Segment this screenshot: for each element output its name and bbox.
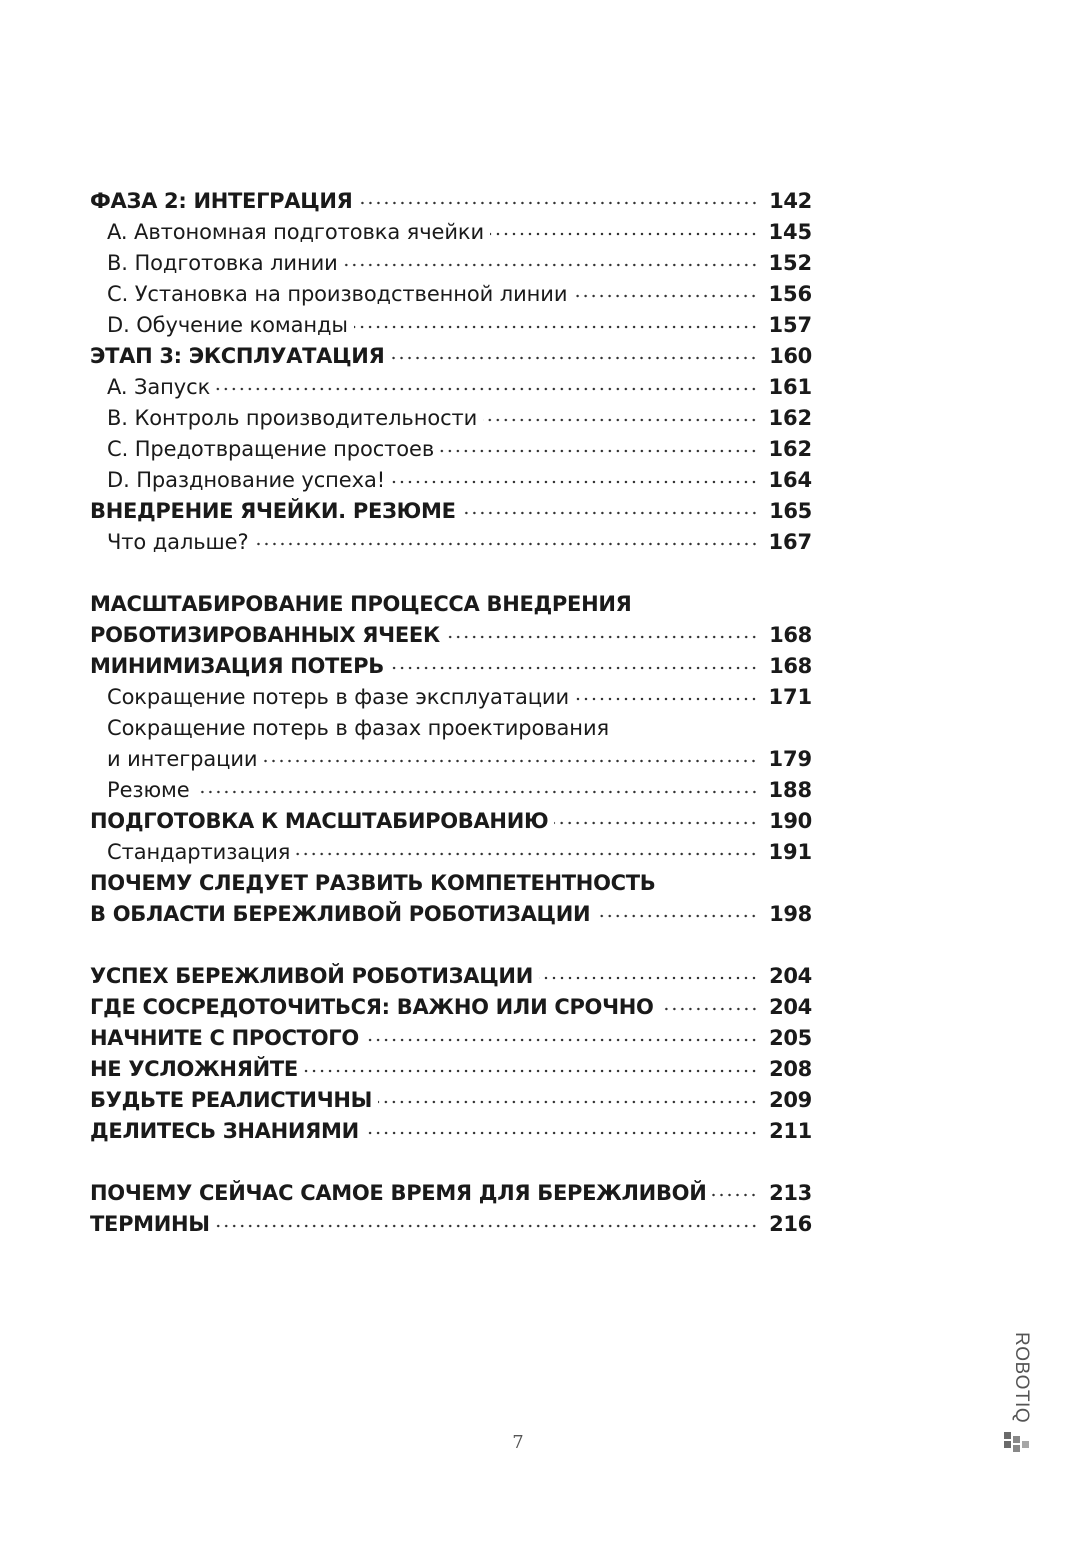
toc-entry-title: РОБОТИЗИРОВАННЫХ ЯЧЕЕК xyxy=(90,623,440,647)
toc-dot-leader xyxy=(596,910,758,922)
toc-page-number: 209 xyxy=(769,1088,812,1112)
toc-page-number: 162 xyxy=(768,437,812,461)
toc-dot-leader xyxy=(216,1220,758,1232)
toc-entry-title: ТЕРМИНЫ xyxy=(90,1212,210,1236)
toc-entry[interactable] xyxy=(90,589,812,620)
toc-page-number: 164 xyxy=(768,468,812,492)
toc-entry-title: ПОЧЕМУ СЕЙЧАС САМОЕ ВРЕМЯ ДЛЯ БЕРЕЖЛИВОЙ xyxy=(90,1181,707,1205)
toc-page-number: 211 xyxy=(769,1119,812,1143)
toc-dot-leader xyxy=(344,259,758,271)
toc-entry[interactable] xyxy=(90,186,812,217)
toc-dot-leader xyxy=(490,228,758,240)
toc-dot-leader xyxy=(255,538,758,550)
toc-entry[interactable] xyxy=(90,1178,812,1209)
toc-page-number: 156 xyxy=(768,282,812,306)
toc-entry[interactable] xyxy=(90,744,812,775)
toc-entry[interactable] xyxy=(90,620,812,651)
toc-dot-leader xyxy=(365,1034,758,1046)
toc-entry[interactable] xyxy=(90,434,812,465)
toc-entry-title: НЕ УСЛОЖНЯЙТЕ xyxy=(90,1057,298,1081)
toc-entry-title: Сокращение потерь в фазах проектирования xyxy=(107,716,610,740)
toc-entry[interactable] xyxy=(90,465,812,496)
page-number: 7 xyxy=(512,1432,524,1453)
toc-entry[interactable] xyxy=(90,1054,812,1085)
toc-entry[interactable] xyxy=(90,992,812,1023)
toc-entry-title: ДЕЛИТЕСЬ ЗНАНИЯМИ xyxy=(90,1119,359,1143)
toc-entry-title: B. Подготовка линии xyxy=(107,251,338,275)
toc-entry-title: C. Установка на производственной линии xyxy=(107,282,568,306)
toc-dot-leader xyxy=(391,476,758,488)
toc-dot-leader xyxy=(304,1065,758,1077)
toc-page-number: 168 xyxy=(769,654,812,678)
toc-entry-title: Резюме xyxy=(107,778,190,802)
toc-dot-leader xyxy=(390,352,758,364)
toc-dot-leader xyxy=(573,290,758,302)
brand-name: ROBOTIQ xyxy=(1011,1332,1032,1424)
toc-dot-leader xyxy=(483,414,758,426)
toc-entry-title: Что дальше? xyxy=(107,530,249,554)
toc-dot-leader xyxy=(263,755,758,767)
toc-entry-title: C. Предотвращение простоев xyxy=(107,437,435,461)
toc-entry-title: B. Контроль производительности xyxy=(107,406,478,430)
toc-entry[interactable] xyxy=(90,1209,812,1240)
toc-dot-leader xyxy=(446,631,758,643)
toc-page-number: 204 xyxy=(769,964,812,988)
toc-page-number: 161 xyxy=(768,375,812,399)
toc-page-number: 145 xyxy=(768,220,812,244)
toc-entry[interactable] xyxy=(90,837,812,868)
toc-page-number: 165 xyxy=(769,499,812,523)
toc-page-number: 168 xyxy=(769,623,812,647)
toc-page-number: 190 xyxy=(769,809,812,833)
toc-entry-title: ГДЕ СОСРЕДОТОЧИТЬСЯ: ВАЖНО ИЛИ СРОЧНО xyxy=(90,995,654,1019)
toc-entry-title: БУДЬТЕ РЕАЛИСТИЧНЫ xyxy=(90,1088,373,1112)
toc-section-gap xyxy=(90,558,812,589)
toc-entry[interactable] xyxy=(90,806,812,837)
toc-page-number: 213 xyxy=(769,1181,812,1205)
toc-entry[interactable] xyxy=(90,1085,812,1116)
toc-entry-title: ФАЗА 2: ИНТЕГРАЦИЯ xyxy=(90,189,353,213)
toc-page-number: 191 xyxy=(768,840,812,864)
toc-entry-title: МАСШТАБИРОВАНИЕ ПРОЦЕССА ВНЕДРЕНИЯ xyxy=(90,592,632,616)
toc-page-number: 157 xyxy=(768,313,812,337)
toc-entry-title: A. Автономная подготовка ячейки xyxy=(107,220,485,244)
toc-page-number: 198 xyxy=(769,902,812,926)
toc-section-gap xyxy=(90,1147,812,1178)
toc-entry-title: Сокращение потерь в фазе эксплуатации xyxy=(107,685,570,709)
toc-dot-leader xyxy=(216,383,758,395)
toc-entry-title: D. Обучение команды xyxy=(107,313,348,337)
toc-entry-title: ЭТАП 3: ЭКСПЛУАТАЦИЯ xyxy=(90,344,385,368)
toc-entry[interactable] xyxy=(90,651,812,682)
toc-section-gap xyxy=(90,930,812,961)
toc-dot-leader xyxy=(354,321,758,333)
toc-page-number: 167 xyxy=(768,530,812,554)
toc-entry[interactable] xyxy=(90,527,812,558)
toc-entry[interactable] xyxy=(90,372,812,403)
toc-entry[interactable] xyxy=(90,1023,812,1054)
toc-entry-title: A. Запуск xyxy=(107,375,211,399)
toc-entry-title: Стандартизация xyxy=(107,840,291,864)
toc-entry-title: ПОДГОТОВКА К МАСШТАБИРОВАНИЮ xyxy=(90,809,549,833)
toc-page-number: 179 xyxy=(768,747,812,771)
toc-entry-title: В ОБЛАСТИ БЕРЕЖЛИВОЙ РОБОТИЗАЦИИ xyxy=(90,902,591,926)
toc-page-number: 152 xyxy=(768,251,812,275)
toc-entry[interactable] xyxy=(90,279,812,310)
toc-entry[interactable] xyxy=(90,403,812,434)
toc-entry[interactable] xyxy=(90,682,812,713)
toc-entry-title: D. Празднование успеха! xyxy=(107,468,386,492)
toc-entry[interactable] xyxy=(90,248,812,279)
toc-entry[interactable] xyxy=(90,961,812,992)
toc-entry-title: и интеграции xyxy=(107,747,258,771)
toc-dot-leader xyxy=(296,848,758,860)
toc-dot-leader xyxy=(365,1127,758,1139)
toc-dot-leader xyxy=(660,1003,758,1015)
toc-dot-leader xyxy=(390,662,758,674)
toc-entry[interactable] xyxy=(90,341,812,372)
toc-page-number: 188 xyxy=(768,778,812,802)
table-of-contents xyxy=(90,186,812,1240)
toc-page-number: 208 xyxy=(769,1057,812,1081)
toc-page-number: 142 xyxy=(769,189,812,213)
toc-entry-title: МИНИМИЗАЦИЯ ПОТЕРЬ xyxy=(90,654,384,678)
toc-page-number: 162 xyxy=(768,406,812,430)
toc-entry[interactable] xyxy=(90,310,812,341)
toc-entry-title: НАЧНИТЕ С ПРОСТОГО xyxy=(90,1026,359,1050)
toc-entry[interactable] xyxy=(90,496,812,527)
toc-entry[interactable] xyxy=(90,899,812,930)
toc-page-number: 205 xyxy=(769,1026,812,1050)
toc-entry[interactable] xyxy=(90,775,812,806)
toc-entry-title: ПОЧЕМУ СЛЕДУЕТ РАЗВИТЬ КОМПЕТЕНТНОСТЬ xyxy=(90,871,656,895)
toc-page-number: 216 xyxy=(769,1212,812,1236)
toc-dot-leader xyxy=(440,445,758,457)
toc-page-number: 171 xyxy=(768,685,812,709)
toc-dot-leader xyxy=(554,817,758,829)
toc-dot-leader xyxy=(462,507,758,519)
toc-entry[interactable] xyxy=(90,868,812,899)
toc-entry[interactable] xyxy=(90,713,812,744)
toc-entry[interactable] xyxy=(90,217,812,248)
toc-page-number: 204 xyxy=(769,995,812,1019)
toc-dot-leader xyxy=(712,1189,758,1201)
toc-dot-leader xyxy=(539,972,758,984)
toc-dot-leader xyxy=(359,197,758,209)
toc-entry[interactable] xyxy=(90,1116,812,1147)
toc-dot-leader xyxy=(378,1096,758,1108)
toc-entry-title: УСПЕХ БЕРЕЖЛИВОЙ РОБОТИЗАЦИИ xyxy=(90,964,533,988)
toc-dot-leader xyxy=(196,786,758,798)
toc-entry-title: ВНЕДРЕНИЕ ЯЧЕЙКИ. РЕЗЮМЕ xyxy=(90,499,456,523)
toc-dot-leader xyxy=(575,693,758,705)
toc-page-number: 160 xyxy=(769,344,812,368)
